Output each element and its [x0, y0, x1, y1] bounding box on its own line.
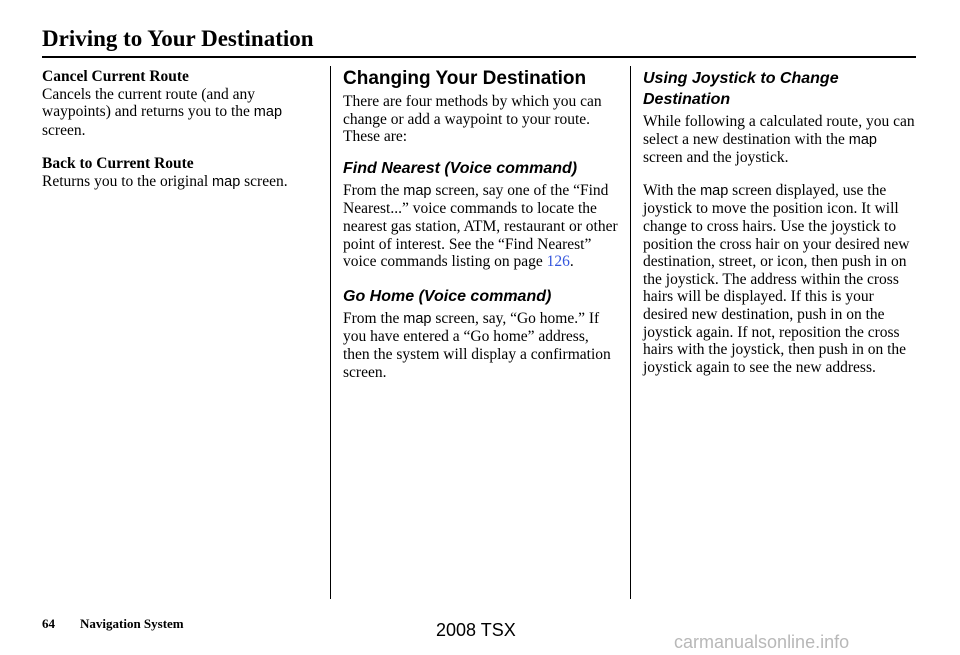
go-home-heading: Go Home (Voice command) — [343, 287, 552, 305]
column-middle — [343, 68, 618, 381]
map-term: map — [212, 173, 241, 190]
find-text-part3: . — [569, 253, 574, 271]
find-nearest-heading: Find Nearest (Voice command) — [343, 159, 578, 177]
back-text-part1: Returns you to the original — [42, 172, 213, 190]
page-number: 64 — [42, 616, 55, 631]
cancel-text-part1: Cancels the current route (and any waypoints) and returns you to the — [42, 85, 256, 121]
changing-destination-heading: Changing Your Destination — [343, 68, 587, 89]
changing-destination-intro: There are four methods by which you can change or add a waypoint to your route. These are: — [343, 93, 602, 146]
column-divider-2 — [630, 66, 631, 599]
joystick-text-2 — [643, 182, 918, 377]
find-nearest-text — [343, 182, 618, 271]
title-rule — [42, 56, 916, 58]
joystick-text-1b: screen and the joystick. — [643, 149, 789, 167]
column-divider-1 — [330, 66, 331, 599]
map-term: map — [403, 182, 432, 199]
find-text-part2: screen, say one of the “Find Nearest...” voice commands to locate the nearest gas station, ATM, restaurant or other point of interest. See the “Find Nearest” voice commands listing on page — [343, 181, 618, 271]
back-route-heading: Back to Current Route — [42, 155, 194, 173]
joystick-text-1 — [643, 113, 918, 167]
cancel-text-part2: screen. — [42, 121, 86, 139]
map-term: map — [403, 310, 432, 327]
column-left — [42, 68, 322, 192]
back-route-text — [42, 173, 322, 192]
page-title: Driving to Your Destination — [42, 26, 314, 51]
cancel-route-text — [42, 86, 322, 140]
joystick-heading: Using Joystick to Change Destination — [643, 70, 839, 108]
go-home-text — [343, 310, 618, 381]
watermark: carmanualsonline.info — [674, 632, 850, 652]
back-text-part2: screen. — [240, 172, 288, 190]
column-right — [643, 68, 918, 376]
home-text-part1: From the — [343, 309, 404, 327]
joystick-text-1a: While following a calculated route, you can select a new destination with the — [643, 113, 915, 148]
home-text-part2: screen, say, “Go home.” If you have entered a “Go home” address, then the system will display a confirmation screen. — [343, 309, 611, 381]
find-text-part1: From the — [343, 181, 404, 199]
footer-label: Navigation System — [80, 616, 184, 631]
map-term: map — [700, 182, 729, 199]
map-term: map — [848, 131, 877, 148]
map-term: map — [253, 104, 283, 121]
model-label: 2008 TSX — [436, 620, 516, 640]
joystick-text-2b: screen displayed, use the joystick to move the position icon. It will change to cross hairs. Use the joystick to position the cross hair on your desired new destination, street, or icon, then push in on the joystick. The address within the cross hairs will be displayed. If this is your desired new destination, push in on the joystick again. If not, reposition the cross hairs with the joystick, then push in on the joystick again to see the new address. — [643, 181, 910, 376]
joystick-text-2a: With the — [643, 181, 701, 199]
cancel-route-heading: Cancel Current Route — [42, 68, 189, 85]
page-126-link[interactable]: 126 — [546, 253, 570, 271]
